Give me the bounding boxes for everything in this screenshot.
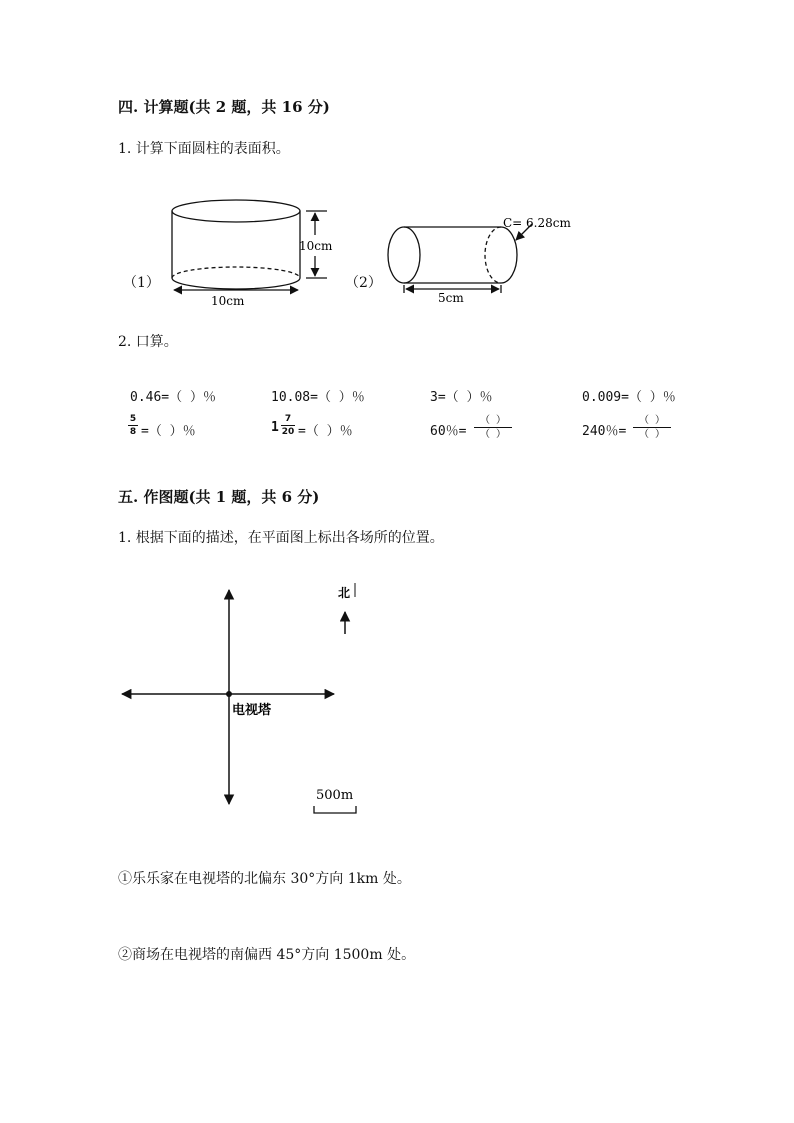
map-figure	[0, 570, 794, 830]
tv-tower-label: 电视塔	[232, 703, 272, 718]
figure-2-label: （2）	[345, 275, 382, 291]
cylinder-2-length-label: 5cm	[438, 291, 464, 305]
cylinder-2	[388, 224, 532, 293]
oral-item-6-tail: =（ ）％	[298, 424, 353, 439]
north-label: 北	[338, 586, 351, 600]
oral-item-4: 0.009=（ ）％	[582, 390, 676, 405]
section-5-heading: 五. 作图题(共 1 题，共 6 分)	[118, 488, 320, 506]
tv-tower-point	[226, 691, 232, 697]
cylinder-1-height-label: 10cm	[299, 239, 333, 253]
cylinder-2-circumference-label: C= 6.28cm	[503, 216, 571, 230]
oral-item-3: 3=（ ）％	[430, 390, 493, 405]
oral-item-5-tail: =（ ）％	[141, 424, 196, 439]
oral-item-1: 0.46=（ ）％	[130, 390, 216, 405]
cylinder-1-diameter-label: 10cm	[211, 294, 245, 308]
oral-item-8-fraction: （ ） （ ）	[633, 415, 671, 440]
scale-label: 500m	[316, 788, 354, 803]
drawing-question-text: 1. 根据下面的描述，在平面图上标出各场所的位置。	[118, 530, 444, 546]
oral-item-7-lead: 60％=	[430, 424, 467, 439]
section-4-heading: 四. 计算题(共 2 题，共 16 分)	[118, 98, 330, 116]
oral-item-7-fraction: （ ） （ ）	[474, 415, 512, 440]
oral-item-2: 10.08=（ ）％	[271, 390, 365, 405]
drawing-item-1: ①乐乐家在电视塔的北偏东 30°方向 1km 处。	[118, 871, 411, 887]
drawing-item-2: ②商场在电视塔的南偏西 45°方向 1500m 处。	[118, 947, 416, 963]
oral-item-6-whole: 1	[271, 420, 279, 435]
figure-1-label: （1）	[123, 275, 160, 291]
scale-bar	[314, 806, 356, 813]
cylinder-figures	[0, 0, 794, 330]
question-2-text: 2. 口算。	[118, 334, 178, 350]
oral-item-8-lead: 240％=	[582, 424, 627, 439]
oral-item-5-fraction: 5 8	[129, 414, 137, 437]
question-1-text: 1. 计算下面圆柱的表面积。	[118, 141, 290, 157]
oral-item-6-fraction: 7 20	[281, 414, 295, 437]
